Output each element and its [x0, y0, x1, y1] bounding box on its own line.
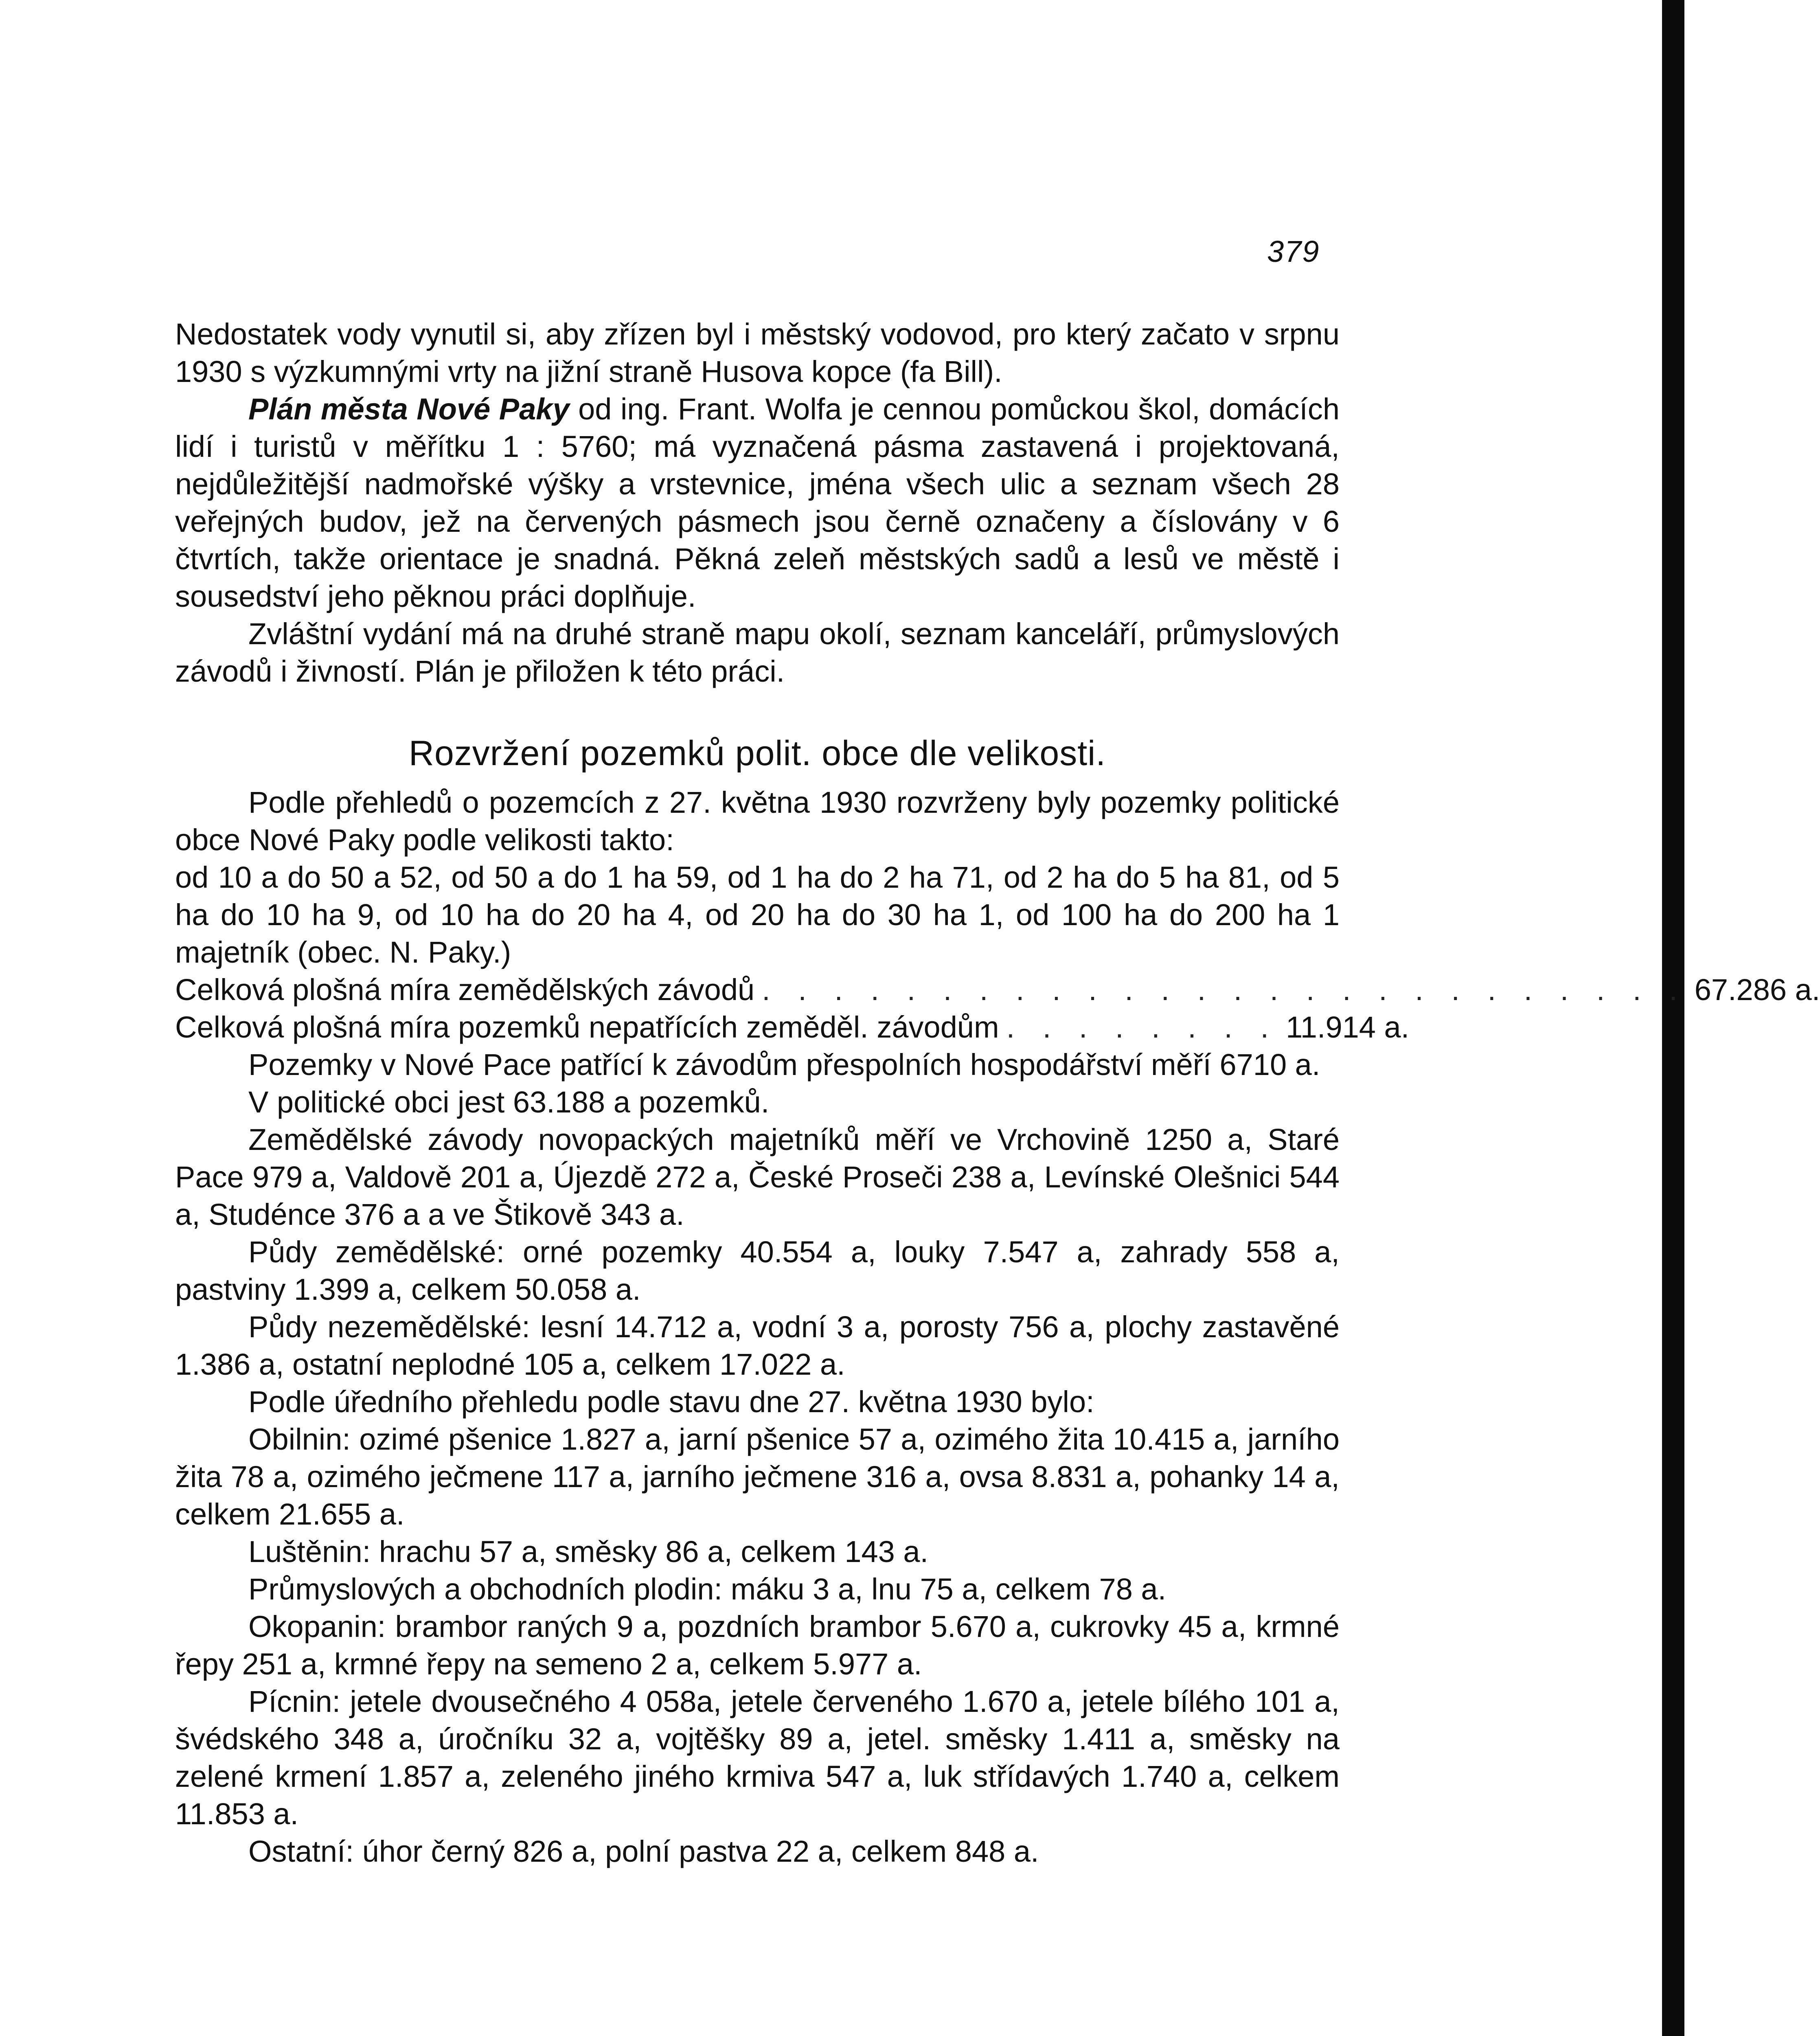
paragraph-agricultural-soil: Půdy zemědělské: orné pozemky 40.554 a, louky 7.547 a, zahrady 558 a, pastviny 1.399 a, celkem 50.058 a.	[175, 1235, 1340, 1306]
dot-leader: . . . . . . . .	[1006, 1010, 1279, 1044]
paragraph-legumes: Luštěnin: hrachu 57 a, směsky 86 a, celkem 143 a.	[248, 1535, 929, 1569]
paragraph-size-distribution: od 10 a do 50 a 52, od 50 a do 1 ha 59, od 1 ha do 2 ha 71, od 2 ha do 5 ha 81, od 5 ha do 10 ha 9, od 10 ha do 20 ha 4, od 20 ha do 30 ha 1, od 100 ha do 200 ha 1 majetník (obec. N. Paky.)	[175, 860, 1340, 969]
paragraph-fodder: Pícnin: jetele dvousečného 4 058a, jetele červeného 1.670 a, jetele bílého 101 a, švédského 348 a, úročníku 32 a, vojtěšky 89 a, jetel. směsky 1.411 a, směsky na zelené krmení 1.857 a, zeleného jiného krmiva 547 a, luk střídavých 1.740 a, celkem 11.853 a.	[175, 1685, 1340, 1831]
town-plan-text: od ing. Frant. Wolfa je cennou pomůckou škol, domácích lidí i turistů v měřítku 1 : 5760; má vyznačená pásma zastavená i projektovaná, nejdůležitější nadmořské výšky a vrstevnice, jména všech ulic a seznam všech 28 veřejných budov, jež na červených pásmech jsou černě označeny a číslovány v 6 čtvrtích, takže orientace je snadná. Pěkná zeleň městských sadů a lesů ve městě i sousedství jeho pěknou práci doplňuje.	[175, 392, 1340, 613]
section-heading: Rozvržení pozemků polit. obce dle velikosti.	[408, 734, 1106, 773]
total-label: Celková plošná míra zemědělských závodů	[175, 973, 755, 1007]
paragraph-owners-land: Zemědělské závody novopackých majetníků měří ve Vrchovině 1250 a, Staré Pace 979 a, Valdově 201 a, Újezdě 272 a, České Proseči 238 a, Levínské Olešnici 544 a, Studénce 376 a a ve Štikově 343 a.	[175, 1123, 1340, 1231]
paragraph-other: Ostatní: úhor černý 826 a, polní pastva 22 a, celkem 848 a.	[248, 1834, 1039, 1868]
paragraph-non-agricultural-soil: Půdy nezemědělské: lesní 14.712 a, vodní 3 a, porosty 756 a, plochy zastavěné 1.386 a, ostatní neplodné 105 a, celkem 17.022 a.	[175, 1310, 1340, 1381]
paragraph-water-supply: Nedostatek vody vynutil si, aby zřízen byl i městský vodovod, pro který začato v srpnu 1930 s výzkumnými vrty na jižní straně Husova kopce (fa Bill).	[175, 317, 1340, 388]
paragraph-official-overview: Podle úředního přehledu podle stavu dne 27. května 1930 bylo:	[248, 1385, 1094, 1419]
total-label: Celková plošná míra pozemků nepatřících zeměděl. závodům	[175, 1010, 999, 1044]
paragraph-foreign-farms: Pozemky v Nové Pace patřící k závodům přespolních hospodářství měří 6710 a.	[248, 1048, 1320, 1082]
paragraph-industrial-crops: Průmyslových a obchodních plodin: máku 3 a, lnu 75 a, celkem 78 a.	[248, 1572, 1167, 1606]
paragraph-root-crops: Okopanin: brambor raných 9 a, pozdních brambor 5.670 a, cukrovky 45 a, krmné řepy 251 a, krmné řepy na semeno 2 a, celkem 5.977 a.	[175, 1610, 1340, 1681]
paragraph-special-edition: Zvláštní vydání má na druhé straně mapu okolí, seznam kanceláří, průmyslových závodů i živností. Plán je přiložen k této práci.	[175, 617, 1340, 688]
dot-leader: . . . . . . . . . . . . . . . . . . . . . . . . . .	[762, 973, 1687, 1007]
total-row-agricultural	[175, 971, 1820, 1009]
paragraph-intro: Podle přehledů o pozemcích z 27. května 1930 rozvrženy byly pozemky politické obce Nové Paky podle velikosti takto:	[175, 785, 1340, 857]
paragraph-cereals: Obilnin: ozimé pšenice 1.827 a, jarní pšenice 57 a, ozimého žita 10.415 a, jarního žita 78 a, ozimého ječmene 117 a, jarního ječmene 316 a, ovsa 8.831 a, pohanky 14 a, celkem 21.655 a.	[175, 1422, 1340, 1531]
town-plan-title: Plán města Nové Paky	[248, 392, 570, 426]
paragraph-town-plan	[175, 391, 1340, 615]
total-value: 11.914 a.	[1286, 1010, 1410, 1044]
scan-dark-edge	[1662, 0, 1684, 2036]
paragraph-political-commune: V politické obci jest 63.188 a pozemků.	[248, 1085, 770, 1119]
text-column	[175, 316, 1820, 1870]
page-number: 379	[1267, 235, 1320, 268]
total-value: 67.286 a.	[1694, 973, 1820, 1007]
total-row-non-agricultural	[175, 1009, 1410, 1046]
